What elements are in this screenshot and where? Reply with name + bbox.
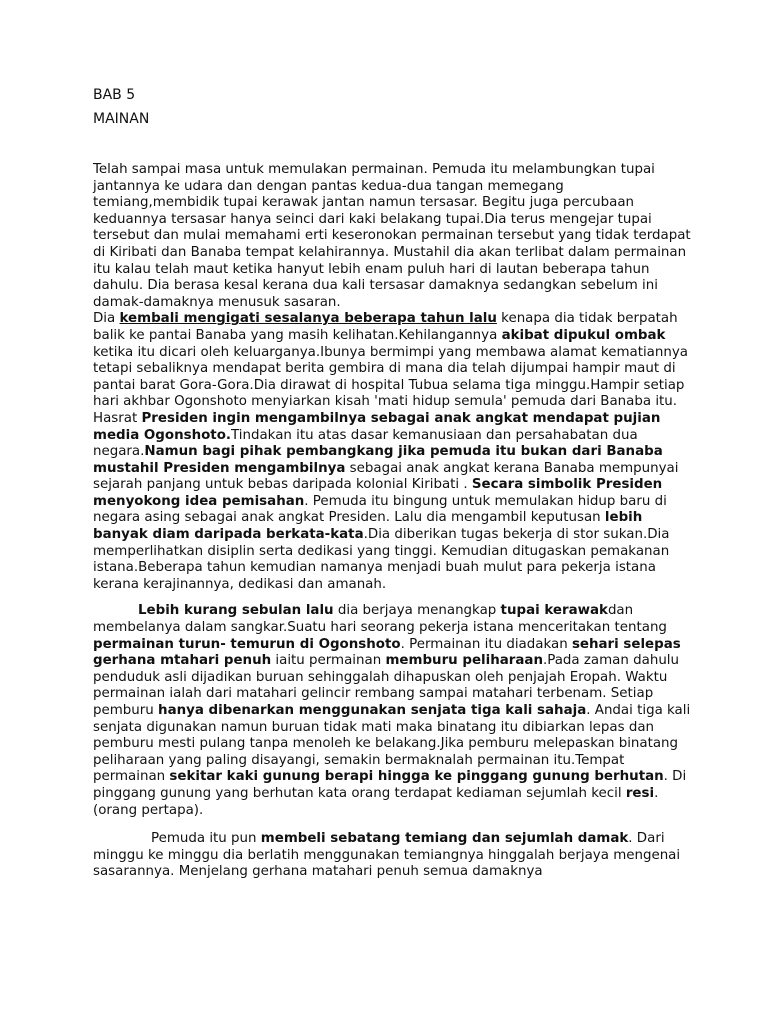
bold-highlight: Secara simbolik Presiden menyokong idea pemisahan: [93, 477, 663, 509]
bold-highlight: sekitar kaki gunung berapi hingga ke pinggang gunung berhutan: [169, 769, 664, 785]
text-run: . Andai tiga kali senjata digunakan namun buruan tidak mati maka binatang itu dibiarkan lepas dan pemburu mesti pulang tanpa menoleh ke belakang.Jika pemburu melepaskan binatang peliharaan yang paling disayangi, semakin bermaknalah permainan itu.Tempat permainan: [93, 703, 691, 785]
text-run: .(orang pertapa).: [93, 785, 659, 818]
text-run: . Permainan itu diadakan: [400, 636, 572, 652]
text-run: Pemuda itu pun: [151, 831, 261, 847]
bold-highlight: membeli sebatang temiang dan sejumlah damak: [260, 831, 629, 847]
bold-highlight: Namun bagi pihak pembangkang jika pemuda itu bukan dari Banaba mustahil Presiden mengambilnya: [93, 444, 663, 476]
chapter-label: BAB 5: [93, 87, 136, 103]
bold-highlight: hanya dibenarkan menggunakan senjata tiga kali sahaja: [158, 703, 587, 718]
bold-highlight: memburu peliharaan: [385, 653, 543, 669]
bold-highlight: resi: [625, 785, 655, 801]
paragraph-3: [93, 831, 693, 881]
text-run: dia berjaya menangkap: [333, 603, 501, 619]
bold-highlight: Presiden ingin mengambilnya sebagai anak angkat mendapat pujian media Ogonshoto.: [93, 410, 661, 443]
text-run: . Pemuda itu bingung untuk memulakan hidup baru di negara asing sebagai anak angkat Presiden. Lalu dia mengambil keputusan: [93, 493, 667, 526]
text-run: .Pada zaman dahulu penduduk asli dijadikan buruan sehinggalah dihapuskan oleh penjajah Eropah. Waktu permainan ialah dari matahari gelincir rembang sampai matahari terbenam. Setiap pemburu: [93, 653, 680, 718]
underlined-highlight: kembali mengigati sesalanya beberapa tahun lalu: [119, 311, 497, 327]
bold-highlight: permainan turun- temurun di Ogonshoto: [93, 636, 401, 652]
paragraph-2: [93, 603, 693, 819]
text-run: Dia: [93, 311, 120, 327]
text-run: Tindakan itu atas dasar kemanusiaan dan persahabatan dua negara.: [93, 427, 638, 460]
text-run: iaitu permainan: [271, 653, 386, 669]
paragraph-1: [93, 162, 693, 593]
bold-highlight: sehari selepas gerhana mtahari penuh: [93, 636, 681, 669]
text-run: .Dia diberikan tugas bekerja di stor sukan.Dia memperlihatkan disiplin serta dedikasi yang tinggi. Kemudian ditugaskan pemakanan istana.Beberapa tahun kemudian namanya menjadi buah mulut para pekerja istana kerana kerajinannya, dedikasi dan amanah.: [93, 527, 670, 592]
text-run: sebagai anak angkat kerana Banaba mempunyai sejarah panjang untuk bebas daripada kolonial Kiribati .: [93, 460, 679, 493]
chapter-title: MAINAN: [93, 111, 150, 127]
text-run: . Dari minggu ke minggu dia berlatih menggunakan temiangnya hinggalah berjaya mengenai sasarannya. Menjelang gerhana matahari penuh semua damaknya: [93, 831, 681, 880]
text-run: dan membelanya dalam sangkar.Suatu hari seorang pekerja istana menceritakan tentang: [93, 603, 667, 636]
bold-highlight: akibat dipukul ombak: [501, 327, 666, 343]
bold-highlight: tupai kerawak: [500, 603, 608, 619]
text-run: kenapa dia tidak berpatah balik ke pantai Banaba yang masih kelihatan.Kehilangannya: [93, 311, 678, 343]
document-page: [93, 86, 693, 881]
text-run: . Di pinggang gunung yang berhutan kata orang terdapat kediaman sejumlah kecil: [93, 769, 687, 801]
bold-highlight: Lebih kurang sebulan lalu: [138, 603, 334, 619]
text-run: Telah sampai masa untuk memulakan permainan. Pemuda itu melambungkan tupai jantannya ke udara dan dengan pantas kedua-dua tangan memegang temiang,membidik tupai kerawak jantan namun tersasar. Begitu juga percubaan keduannya tersasar hanya seinci dari kaki belakang tupai.Dia terus mengejar tupai tersebut dan mulai memahami erti keseronokan permainan tersebut yang tidak terdapat di Kiribati dan Banaba tempat kelahirannya. Mustahil dia akan terlibat dalam permainan itu kalau telah maut ketika hanyut lebih enam puluh hari di lautan beberapa tahun dahulu. Dia berasa kesal kerana dua kali tersasar damaknya sedangkan sebelum ini damak-damaknya menusuk sasaran.: [93, 162, 691, 310]
text-run: ketika itu dicari oleh keluarganya.Ibunya bermimpi yang membawa alamat kematiannya tetapi sebaliknya mendapat berita gembira di mana dia telah dijumpai hampir maut di pantai barat Gora-Gora.Dia dirawat di hospital Tubua selama tiga minggu.Hampir setiap hari akhbar Ogonshoto menyiarkan kisah 'mati hidup semula' pemuda dari Banaba itu. Hasrat: [93, 344, 688, 426]
bold-highlight: lebih banyak diam daripada berkata-kata: [93, 510, 643, 543]
